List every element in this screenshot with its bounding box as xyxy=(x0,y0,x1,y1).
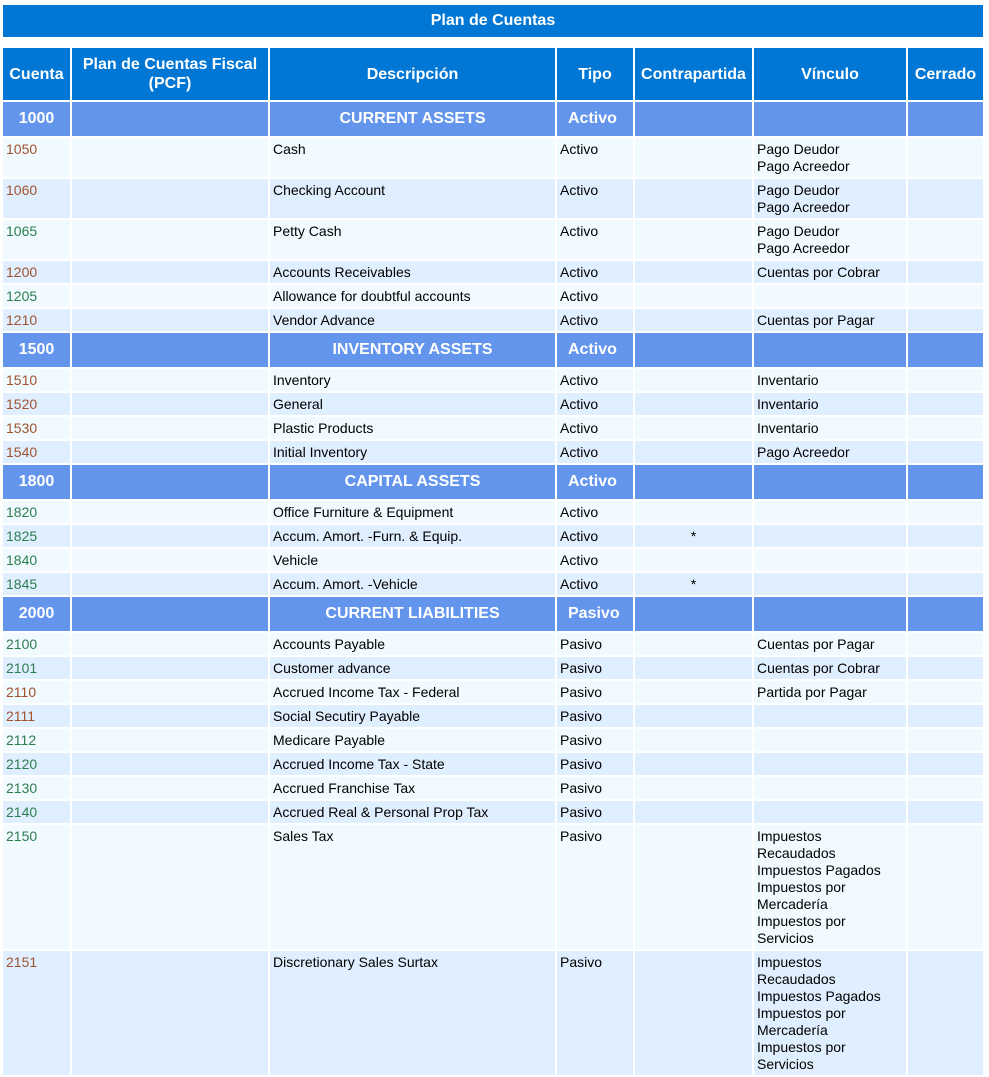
account-contrapartida xyxy=(635,777,752,799)
account-pcf xyxy=(72,705,268,727)
account-vinculo xyxy=(754,549,906,571)
account-type: Activo xyxy=(557,220,633,259)
account-description: Inventory xyxy=(270,369,555,391)
account-description: Accrued Income Tax - Federal xyxy=(270,681,555,703)
account-contrapartida xyxy=(635,501,752,523)
account-type: Activo xyxy=(557,549,633,571)
account-row xyxy=(3,705,983,727)
account-row xyxy=(3,525,983,547)
vinculo-item: Cuentas por Cobrar xyxy=(757,660,880,676)
account-description: Sales Tax xyxy=(270,825,555,949)
account-description: Accum. Amort. -Vehicle xyxy=(270,573,555,595)
account-cerrado xyxy=(908,501,983,523)
account-contrapartida xyxy=(635,681,752,703)
vinculo-item: Cuentas por Pagar xyxy=(757,312,875,328)
account-row xyxy=(3,801,983,823)
account-vinculo xyxy=(754,825,906,949)
account-pcf xyxy=(72,633,268,655)
account-description: Cash xyxy=(270,138,555,177)
account-description: Customer advance xyxy=(270,657,555,679)
account-cerrado xyxy=(908,441,983,463)
account-row xyxy=(3,441,983,463)
vinculo-item: Partida por Pagar xyxy=(757,684,867,700)
account-cerrado xyxy=(908,951,983,1075)
account-vinculo xyxy=(754,681,906,703)
account-contrapartida xyxy=(635,285,752,307)
account-number: 2140 xyxy=(3,801,70,823)
account-contrapartida xyxy=(635,825,752,949)
account-vinculo xyxy=(754,393,906,415)
account-description: Allowance for doubtful accounts xyxy=(270,285,555,307)
account-description: Accounts Payable xyxy=(270,633,555,655)
account-contrapartida: * xyxy=(635,525,752,547)
vinculo-item: Impuestos por Mercadería xyxy=(757,1005,846,1038)
account-description: Accum. Amort. -Furn. & Equip. xyxy=(270,525,555,547)
account-contrapartida xyxy=(635,138,752,177)
account-cerrado xyxy=(908,393,983,415)
account-vinculo xyxy=(754,753,906,775)
account-contrapartida xyxy=(635,220,752,259)
group-descripcion: CAPITAL ASSETS xyxy=(270,465,555,499)
account-description: Checking Account xyxy=(270,179,555,218)
account-type: Activo xyxy=(557,369,633,391)
account-description: Accounts Receivables xyxy=(270,261,555,283)
account-cerrado xyxy=(908,417,983,439)
table-body xyxy=(3,102,983,1075)
account-row xyxy=(3,753,983,775)
account-vinculo xyxy=(754,573,906,595)
account-pcf xyxy=(72,729,268,751)
vinculo-item: Pago Deudor xyxy=(757,141,840,157)
account-cerrado xyxy=(908,633,983,655)
account-row xyxy=(3,573,983,595)
group-row xyxy=(3,333,983,367)
account-description: Plastic Products xyxy=(270,417,555,439)
account-type: Pasivo xyxy=(557,633,633,655)
account-vinculo xyxy=(754,801,906,823)
account-row xyxy=(3,261,983,283)
account-cerrado xyxy=(908,549,983,571)
vinculo-item: Inventario xyxy=(757,372,819,388)
account-cerrado xyxy=(908,220,983,259)
account-description: Accrued Real & Personal Prop Tax xyxy=(270,801,555,823)
account-row xyxy=(3,825,983,949)
account-contrapartida xyxy=(635,549,752,571)
group-vinculo xyxy=(754,102,906,136)
group-pcf xyxy=(72,465,268,499)
account-pcf xyxy=(72,441,268,463)
group-cuenta: 1800 xyxy=(3,465,70,499)
vinculo-item: Inventario xyxy=(757,396,819,412)
group-descripcion: CURRENT ASSETS xyxy=(270,102,555,136)
account-row xyxy=(3,951,983,1075)
account-description: Initial Inventory xyxy=(270,441,555,463)
account-pcf xyxy=(72,801,268,823)
group-contrapartida xyxy=(635,333,752,367)
account-type: Activo xyxy=(557,309,633,331)
account-pcf xyxy=(72,369,268,391)
account-vinculo xyxy=(754,705,906,727)
header-cerrado: Cerrado xyxy=(908,48,983,100)
vinculo-item: Impuestos por Servicios xyxy=(757,1039,846,1072)
vinculo-item: Impuestos por Servicios xyxy=(757,913,846,946)
account-pcf xyxy=(72,309,268,331)
account-number: 1200 xyxy=(3,261,70,283)
page-title: Plan de Cuentas xyxy=(3,5,983,37)
account-cerrado xyxy=(908,261,983,283)
vinculo-item: Impuestos Recaudados xyxy=(757,828,836,861)
account-number: 1540 xyxy=(3,441,70,463)
account-contrapartida xyxy=(635,705,752,727)
account-pcf xyxy=(72,525,268,547)
account-cerrado xyxy=(908,801,983,823)
account-number: 1210 xyxy=(3,309,70,331)
account-pcf xyxy=(72,549,268,571)
account-pcf xyxy=(72,285,268,307)
account-cerrado xyxy=(908,138,983,177)
vinculo-item: Pago Acreedor xyxy=(757,240,850,256)
account-number: 2101 xyxy=(3,657,70,679)
header-contrapartida: Contrapartida xyxy=(635,48,752,100)
table-header-row xyxy=(3,48,983,100)
account-number: 2112 xyxy=(3,729,70,751)
account-number: 2111 xyxy=(3,705,70,727)
group-pcf xyxy=(72,333,268,367)
account-number: 1825 xyxy=(3,525,70,547)
account-vinculo xyxy=(754,179,906,218)
account-pcf xyxy=(72,951,268,1075)
group-tipo: Activo xyxy=(557,333,633,367)
account-cerrado xyxy=(908,369,983,391)
group-row xyxy=(3,465,983,499)
account-type: Activo xyxy=(557,261,633,283)
group-contrapartida xyxy=(635,597,752,631)
account-description: Vendor Advance xyxy=(270,309,555,331)
group-cuenta: 1000 xyxy=(3,102,70,136)
vinculo-item: Impuestos Pagados xyxy=(757,988,881,1004)
account-vinculo xyxy=(754,417,906,439)
account-contrapartida xyxy=(635,261,752,283)
account-pcf xyxy=(72,753,268,775)
account-description: Petty Cash xyxy=(270,220,555,259)
account-vinculo xyxy=(754,951,906,1075)
group-descripcion: CURRENT LIABILITIES xyxy=(270,597,555,631)
account-row xyxy=(3,285,983,307)
accounts-table xyxy=(1,46,985,1077)
account-row xyxy=(3,681,983,703)
group-pcf xyxy=(72,102,268,136)
account-contrapartida xyxy=(635,369,752,391)
account-description: Office Furniture & Equipment xyxy=(270,501,555,523)
vinculo-item: Impuestos por Mercadería xyxy=(757,879,846,912)
account-cerrado xyxy=(908,309,983,331)
account-row xyxy=(3,393,983,415)
account-row xyxy=(3,777,983,799)
account-type: Activo xyxy=(557,417,633,439)
account-cerrado xyxy=(908,825,983,949)
account-pcf xyxy=(72,417,268,439)
account-number: 1530 xyxy=(3,417,70,439)
account-pcf xyxy=(72,179,268,218)
account-type: Pasivo xyxy=(557,825,633,949)
account-cerrado xyxy=(908,657,983,679)
group-row xyxy=(3,102,983,136)
vinculo-item: Pago Acreedor xyxy=(757,158,850,174)
group-row xyxy=(3,597,983,631)
account-row xyxy=(3,633,983,655)
account-type: Activo xyxy=(557,285,633,307)
account-vinculo xyxy=(754,220,906,259)
account-type: Pasivo xyxy=(557,753,633,775)
account-description: General xyxy=(270,393,555,415)
account-cerrado xyxy=(908,525,983,547)
group-cerrado xyxy=(908,333,983,367)
account-pcf xyxy=(72,657,268,679)
account-number: 1205 xyxy=(3,285,70,307)
account-vinculo xyxy=(754,525,906,547)
account-type: Activo xyxy=(557,138,633,177)
account-type: Pasivo xyxy=(557,681,633,703)
group-vinculo xyxy=(754,333,906,367)
group-pcf xyxy=(72,597,268,631)
account-contrapartida xyxy=(635,951,752,1075)
account-pcf xyxy=(72,220,268,259)
account-type: Activo xyxy=(557,179,633,218)
account-cerrado xyxy=(908,179,983,218)
account-contrapartida xyxy=(635,729,752,751)
group-tipo: Activo xyxy=(557,465,633,499)
account-vinculo xyxy=(754,633,906,655)
account-contrapartida xyxy=(635,417,752,439)
group-cuenta: 2000 xyxy=(3,597,70,631)
account-cerrado xyxy=(908,285,983,307)
account-type: Pasivo xyxy=(557,657,633,679)
account-contrapartida xyxy=(635,309,752,331)
account-contrapartida xyxy=(635,393,752,415)
account-description: Accrued Franchise Tax xyxy=(270,777,555,799)
vinculo-item: Inventario xyxy=(757,420,819,436)
account-contrapartida xyxy=(635,801,752,823)
account-row xyxy=(3,729,983,751)
vinculo-item: Pago Deudor xyxy=(757,182,840,198)
account-type: Pasivo xyxy=(557,777,633,799)
account-vinculo xyxy=(754,777,906,799)
account-row xyxy=(3,501,983,523)
vinculo-item: Impuestos Recaudados xyxy=(757,954,836,987)
account-pcf xyxy=(72,138,268,177)
account-row xyxy=(3,417,983,439)
group-contrapartida xyxy=(635,465,752,499)
account-description: Social Secutiry Payable xyxy=(270,705,555,727)
group-vinculo xyxy=(754,465,906,499)
account-cerrado xyxy=(908,705,983,727)
account-contrapartida xyxy=(635,441,752,463)
account-pcf xyxy=(72,393,268,415)
account-vinculo xyxy=(754,501,906,523)
header-vinculo: Vínculo xyxy=(754,48,906,100)
group-descripcion: INVENTORY ASSETS xyxy=(270,333,555,367)
account-cerrado xyxy=(908,681,983,703)
account-type: Pasivo xyxy=(557,729,633,751)
group-cuenta: 1500 xyxy=(3,333,70,367)
account-contrapartida xyxy=(635,633,752,655)
account-number: 1065 xyxy=(3,220,70,259)
account-type: Activo xyxy=(557,441,633,463)
header-pcf: Plan de Cuentas Fiscal (PCF) xyxy=(72,48,268,100)
group-cerrado xyxy=(908,102,983,136)
account-pcf xyxy=(72,825,268,949)
account-contrapartida xyxy=(635,753,752,775)
vinculo-item: Pago Acreedor xyxy=(757,444,850,460)
account-number: 1510 xyxy=(3,369,70,391)
group-tipo: Pasivo xyxy=(557,597,633,631)
account-type: Activo xyxy=(557,501,633,523)
header-cuenta: Cuenta xyxy=(3,48,70,100)
account-vinculo xyxy=(754,309,906,331)
account-pcf xyxy=(72,573,268,595)
account-type: Pasivo xyxy=(557,801,633,823)
header-descripcion: Descripción xyxy=(270,48,555,100)
account-description: Vehicle xyxy=(270,549,555,571)
group-cerrado xyxy=(908,597,983,631)
account-number: 1050 xyxy=(3,138,70,177)
vinculo-item: Pago Acreedor xyxy=(757,199,850,215)
account-pcf xyxy=(72,777,268,799)
account-row xyxy=(3,657,983,679)
account-cerrado xyxy=(908,777,983,799)
account-number: 2150 xyxy=(3,825,70,949)
account-description: Accrued Income Tax - State xyxy=(270,753,555,775)
account-contrapartida: * xyxy=(635,573,752,595)
header-tipo: Tipo xyxy=(557,48,633,100)
account-row xyxy=(3,179,983,218)
group-vinculo xyxy=(754,597,906,631)
account-number: 2110 xyxy=(3,681,70,703)
account-vinculo xyxy=(754,657,906,679)
account-vinculo xyxy=(754,729,906,751)
account-number: 1060 xyxy=(3,179,70,218)
account-row xyxy=(3,138,983,177)
account-contrapartida xyxy=(635,179,752,218)
vinculo-item: Pago Deudor xyxy=(757,223,840,239)
account-number: 2120 xyxy=(3,753,70,775)
account-vinculo xyxy=(754,441,906,463)
account-vinculo xyxy=(754,369,906,391)
account-type: Activo xyxy=(557,573,633,595)
account-type: Pasivo xyxy=(557,951,633,1075)
account-contrapartida xyxy=(635,657,752,679)
account-vinculo xyxy=(754,261,906,283)
group-tipo: Activo xyxy=(557,102,633,136)
account-number: 2100 xyxy=(3,633,70,655)
account-number: 2130 xyxy=(3,777,70,799)
account-number: 1840 xyxy=(3,549,70,571)
account-row xyxy=(3,309,983,331)
account-type: Activo xyxy=(557,393,633,415)
account-row xyxy=(3,220,983,259)
account-number: 1845 xyxy=(3,573,70,595)
account-vinculo xyxy=(754,138,906,177)
account-vinculo xyxy=(754,285,906,307)
group-cerrado xyxy=(908,465,983,499)
account-row xyxy=(3,369,983,391)
account-cerrado xyxy=(908,573,983,595)
account-cerrado xyxy=(908,729,983,751)
account-description: Medicare Payable xyxy=(270,729,555,751)
group-contrapartida xyxy=(635,102,752,136)
account-description: Discretionary Sales Surtax xyxy=(270,951,555,1075)
vinculo-item: Impuestos Pagados xyxy=(757,862,881,878)
account-pcf xyxy=(72,501,268,523)
account-pcf xyxy=(72,261,268,283)
vinculo-item: Cuentas por Pagar xyxy=(757,636,875,652)
account-type: Pasivo xyxy=(557,705,633,727)
vinculo-item: Cuentas por Cobrar xyxy=(757,264,880,280)
account-number: 2151 xyxy=(3,951,70,1075)
account-pcf xyxy=(72,681,268,703)
account-cerrado xyxy=(908,753,983,775)
account-row xyxy=(3,549,983,571)
account-number: 1520 xyxy=(3,393,70,415)
account-number: 1820 xyxy=(3,501,70,523)
account-type: Activo xyxy=(557,525,633,547)
